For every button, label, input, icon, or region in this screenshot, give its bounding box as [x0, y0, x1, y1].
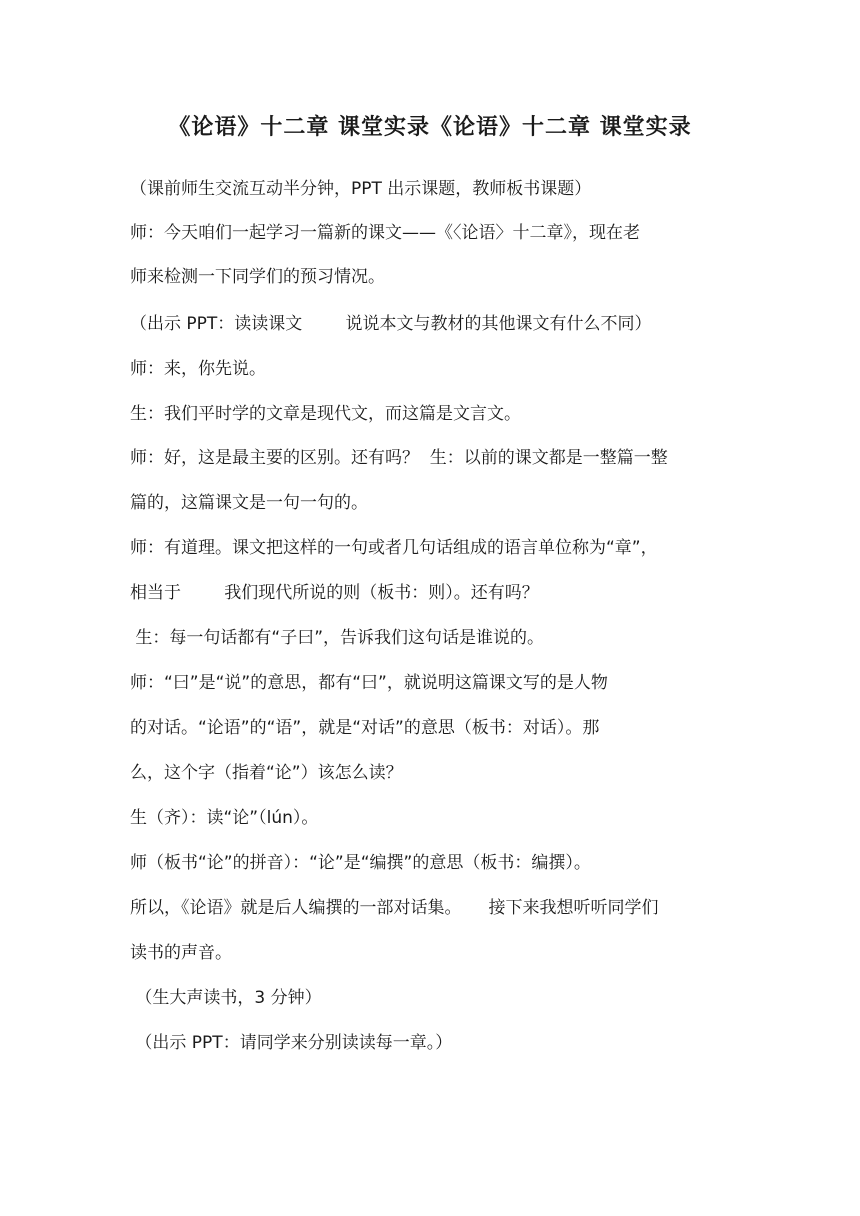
text-line: （课前师生交流互动半分钟，PPT 出示课题，教师板书课题） [130, 179, 592, 199]
text-line: 师：今天咱们一起学习一篇新的课文——《〈论语〉十二章》，现在老 [130, 223, 640, 243]
text-line: 所以，《论语》就是后人编撰的一部对话集。 接下来我想听听同学们 [130, 898, 659, 918]
text-line: （出示 PPT：请同学来分别读读每一章。） [130, 1033, 453, 1053]
text-line: （生大声读书，3 分钟） [130, 988, 322, 1008]
text-line: 篇的，这篇课文是一句一句的。 [130, 493, 368, 513]
text-line: 师：来，你先说。 [130, 359, 266, 379]
text-line: 师：“曰”是“说”的意思，都有“曰”，就说明这篇课文写的是人物 [130, 673, 608, 693]
text-line: 师：有道理。课文把这样的一句或者几句话组成的语言单位称为“章”， [130, 538, 658, 558]
text-line: 相当于 我们现代所说的则（板书：则）。还有吗？ [130, 583, 539, 603]
text-line: 读书的声音。 [130, 943, 232, 963]
text-line: 师来检测一下同学们的预习情况。 [130, 267, 385, 287]
text-line: （出示 PPT：读读课文 说说本文与教材的其他课文有什么不同） [130, 314, 652, 334]
text-line: 师（板书“论”的拼音）：“论”是“编撰”的意思（板书：编撰）。 [130, 853, 591, 873]
text-line: 生：我们平时学的文章是现代文，而这篇是文言文。 [130, 404, 521, 424]
document-title: 《论语》十二章 课堂实录《论语》十二章 课堂实录 [168, 115, 692, 140]
text-line: 生（齐）：读“论”（lún）。 [130, 808, 319, 828]
text-line: 么，这个字（指着“论”）该怎么读？ [130, 763, 403, 783]
text-line: 的对话。“论语”的“语”，就是“对话”的意思（板书：对话）。那 [130, 718, 600, 738]
text-line: 师：好，这是最主要的区别。还有吗？ 生：以前的课文都是一整篇一整 [130, 448, 668, 468]
text-line: 生：每一句话都有“子曰”，告诉我们这句话是谁说的。 [130, 628, 545, 648]
